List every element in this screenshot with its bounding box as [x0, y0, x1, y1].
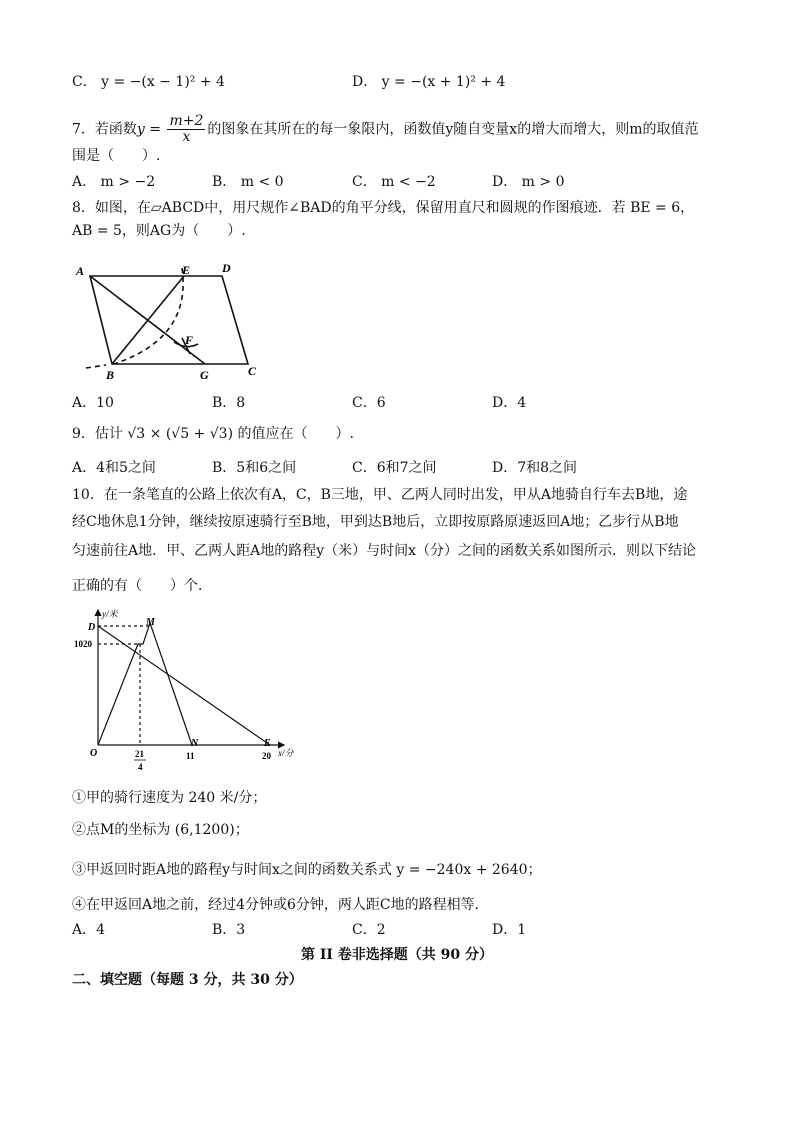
point-n-label: N: [191, 738, 199, 749]
x-tick-11: 11: [186, 751, 195, 761]
q7-stem: [72, 114, 698, 145]
q10-option-b: B．3: [212, 922, 246, 938]
q7-fraction: [167, 114, 205, 145]
label-e: E: [182, 263, 191, 277]
compass-arc-left: [86, 365, 106, 368]
q8-parallelogram-figure: [72, 258, 262, 384]
q10-option-c: C．2: [352, 922, 386, 938]
fill-in-section-heading: 二、填空题（每题 3 分，共 30 分）: [72, 972, 303, 988]
q10-stem-line3: 匀速前往A地．甲、乙两人距A地的路程y（米）与时间x（分）之间的函数关系如图所示．则以下结论: [72, 543, 697, 559]
point-m-label: M: [146, 617, 155, 628]
q7-func: y =: [136, 121, 166, 138]
label-b: B: [106, 368, 115, 382]
q10-statement-1: ①甲的骑行速度为 240 米/分；: [72, 790, 267, 806]
q7-option-b: B． m < 0: [212, 174, 284, 190]
q10-distance-time-graph: [72, 604, 302, 774]
parallelogram-abcd: [90, 276, 248, 364]
q7-stem-before: 7．若函数: [72, 121, 137, 138]
q8-option-d: D．4: [492, 395, 527, 411]
q8-stem-line1: 8．如图，在▱ABCD中，用尺规作∠BAD的角平分线，保留用直尺和圆规的作图痕迹．若 BE = 6，: [72, 200, 695, 216]
q8-option-b: B．8: [212, 395, 246, 411]
q7-denominator: x: [182, 129, 191, 145]
x-tick-4: 4: [138, 762, 143, 772]
y-tick-1020: 1020: [74, 639, 92, 649]
q8-option-a: A．10: [72, 395, 114, 411]
q7-option-d: D． m > 0: [492, 174, 565, 190]
q9-option-a: A．4和5之间: [72, 460, 156, 476]
x-tick-21: 21: [135, 749, 144, 759]
y-axis-label: y/米: [102, 609, 118, 619]
label-c: C: [248, 364, 257, 378]
q10-statement-2: ②点M的坐标为 (6,1200)；: [72, 822, 249, 838]
q9-option-b: B．5和6之间: [212, 460, 297, 476]
q8-option-c: C．6: [352, 395, 386, 411]
q10-option-a: A．4: [72, 922, 106, 938]
q10-option-d: D．1: [492, 922, 527, 938]
q9-stem: 9．估计 √3 × (√5 + √3) 的值应在（ ）.: [72, 426, 354, 442]
q7-stem-after: 的图象在其所在的每一象限内，函数值y随自变量x的增大而增大，则m的取值范: [207, 121, 699, 138]
x-tick-20: 20: [262, 751, 271, 761]
label-g: G: [200, 368, 209, 382]
part2-title: 第 II 卷非选择题（共 90 分）: [300, 947, 494, 963]
label-d: D: [222, 261, 231, 275]
q9-option-c: C．6和7之间: [352, 460, 437, 476]
origin-label: O: [90, 748, 98, 759]
q6-option-c: C． y = −(x − 1)² + 4: [72, 74, 225, 90]
label-a: A: [76, 264, 85, 278]
q7-stem-line2: 围是（ ）.: [72, 148, 161, 164]
q7-numerator: m+2: [169, 113, 204, 129]
point-e-label: E: [264, 738, 271, 749]
jia-path: [98, 623, 192, 745]
point-d-label: D: [88, 622, 96, 633]
q9-option-d: D．7和8之间: [492, 460, 578, 476]
q7-option-c: C． m < −2: [352, 174, 436, 190]
q6-option-d: D． y = −(x + 1)² + 4: [352, 74, 506, 90]
q10-statement-4: ④在甲返回A地之前，经过4分钟或6分钟，两人距C地的路程相等．: [72, 897, 489, 913]
q10-stem-line2: 经C地休息1分钟，继续按原速骑行至B地，甲到达B地后，立即按原路原速返回A地；乙步行从B地: [72, 514, 679, 530]
q8-stem-line2: AB = 5，则AG为（ ）.: [72, 223, 246, 239]
q7-option-a: A． m > −2: [72, 174, 156, 190]
q10-stem-line1: 10．在一条笔直的公路上依次有A，C，B三地，甲、乙两人同时出发，甲从A地骑自行车去B地，途: [72, 487, 688, 503]
q10-stem-line4: 正确的有（ ）个．: [72, 578, 212, 594]
q10-statement-3: ③甲返回时距A地的路程y与时间x之间的函数关系式 y = −240x + 2640；: [72, 862, 542, 878]
label-f: F: [185, 333, 194, 347]
segment-be: [112, 276, 184, 364]
x-axis-label: x/分: [278, 748, 294, 758]
